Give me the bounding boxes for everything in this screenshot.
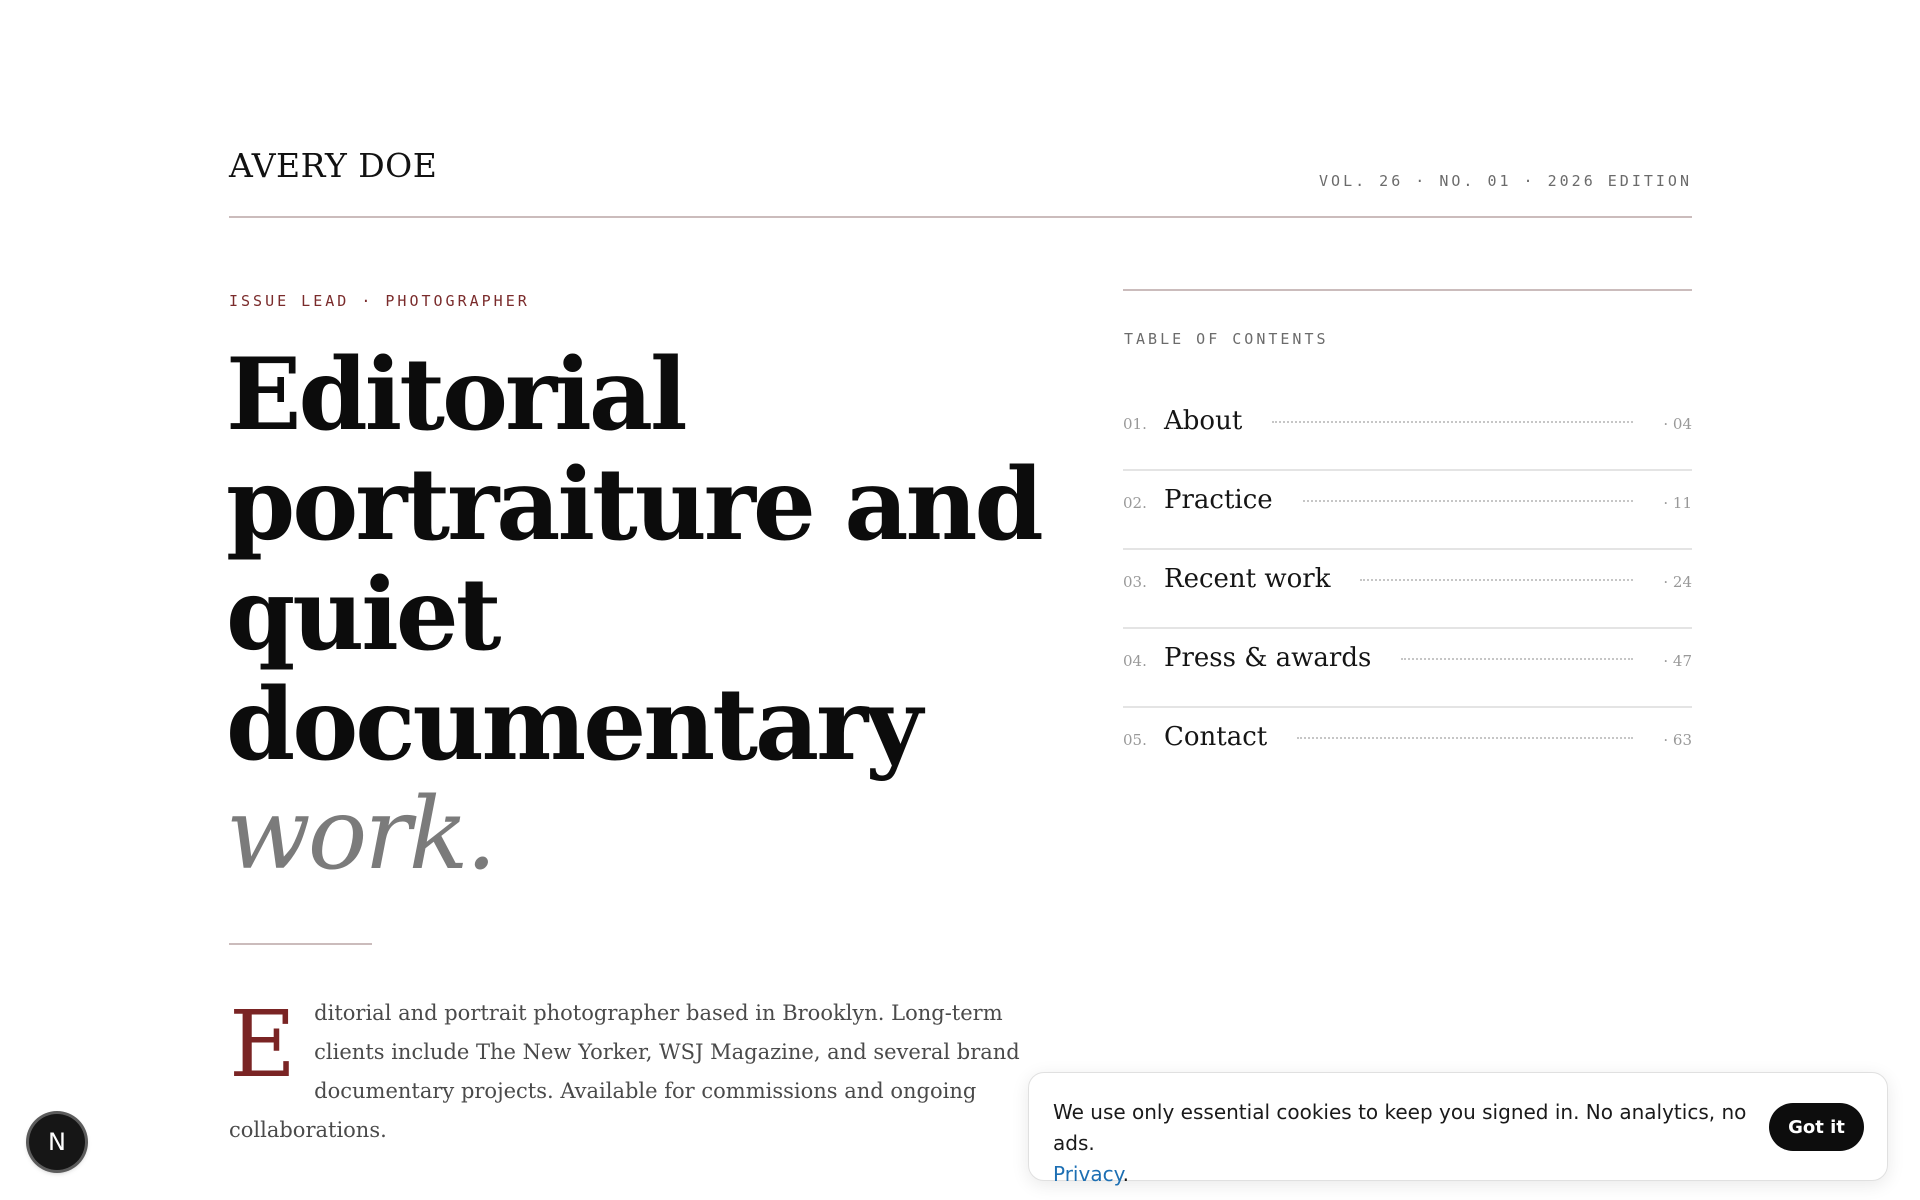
headline-line: quiet [226, 557, 499, 673]
toc-page: · 11 [1663, 494, 1692, 512]
dev-tools-badge[interactable] [29, 1114, 85, 1170]
toc-label[interactable]: Contact [1164, 722, 1268, 752]
headline-line: Editorial [226, 337, 685, 453]
cookie-message [1053, 1097, 1753, 1190]
drop-cap: E [229, 991, 297, 1098]
privacy-link[interactable]: Privacy [1053, 1162, 1123, 1186]
toc-label[interactable]: Press & awards [1164, 643, 1372, 673]
toc-page: · 04 [1663, 415, 1692, 433]
toc-number: 01. [1123, 415, 1147, 433]
toc-leader [1303, 500, 1634, 502]
toc-leader [1272, 421, 1633, 423]
toc-divider [1123, 289, 1692, 291]
toc-leader [1297, 737, 1633, 739]
cookie-text: We use only essential cookies to keep you signed in. No analytics, no ads. [1053, 1100, 1747, 1155]
toc-label[interactable]: Recent work [1164, 564, 1331, 594]
toc-number: 03. [1123, 573, 1147, 591]
toc-page: · 47 [1663, 652, 1692, 670]
section-divider [229, 943, 372, 945]
masthead-name[interactable]: AVERY DOE [229, 146, 438, 185]
cookie-banner [1028, 1072, 1888, 1186]
table-of-contents [1123, 392, 1692, 787]
headline-line: documentary [226, 667, 920, 783]
toc-number: 04. [1123, 652, 1147, 670]
toc-page: · 63 [1663, 731, 1692, 749]
masthead-divider [229, 216, 1692, 218]
headline-line: portraiture and [226, 447, 1041, 563]
toc-item-press-awards[interactable] [1123, 629, 1692, 708]
toc-leader [1401, 658, 1633, 660]
toc-item-contact[interactable] [1123, 708, 1692, 787]
toc-label[interactable]: About [1164, 406, 1243, 436]
lead-text: ditorial and portrait photographer based in Brooklyn. Long-term clients include The New Yorker, WSJ Magazine, and several brand documentary projects. Available for commissions and ongoing collaborations. [229, 1001, 1020, 1142]
headline [226, 337, 1046, 892]
toc-item-about[interactable] [1123, 392, 1692, 471]
toc-item-practice[interactable] [1123, 471, 1692, 550]
cookie-link-suffix: . [1122, 1162, 1129, 1186]
n-logo-icon: N [48, 1128, 66, 1156]
edition-label: VOL. 26 · NO. 01 · 2026 EDITION [1319, 172, 1692, 190]
accept-cookies-button[interactable]: Got it [1769, 1103, 1864, 1151]
headline-accent: work. [226, 777, 495, 892]
toc-number: 05. [1123, 731, 1147, 749]
toc-number: 02. [1123, 494, 1147, 512]
issue-kicker: ISSUE LEAD · PHOTOGRAPHER [229, 292, 530, 310]
toc-title: TABLE OF CONTENTS [1124, 330, 1329, 348]
toc-label[interactable]: Practice [1164, 485, 1273, 515]
lead-paragraph [229, 991, 1039, 1150]
toc-page: · 24 [1663, 573, 1692, 591]
toc-leader [1360, 579, 1633, 581]
toc-item-recent-work[interactable] [1123, 550, 1692, 629]
